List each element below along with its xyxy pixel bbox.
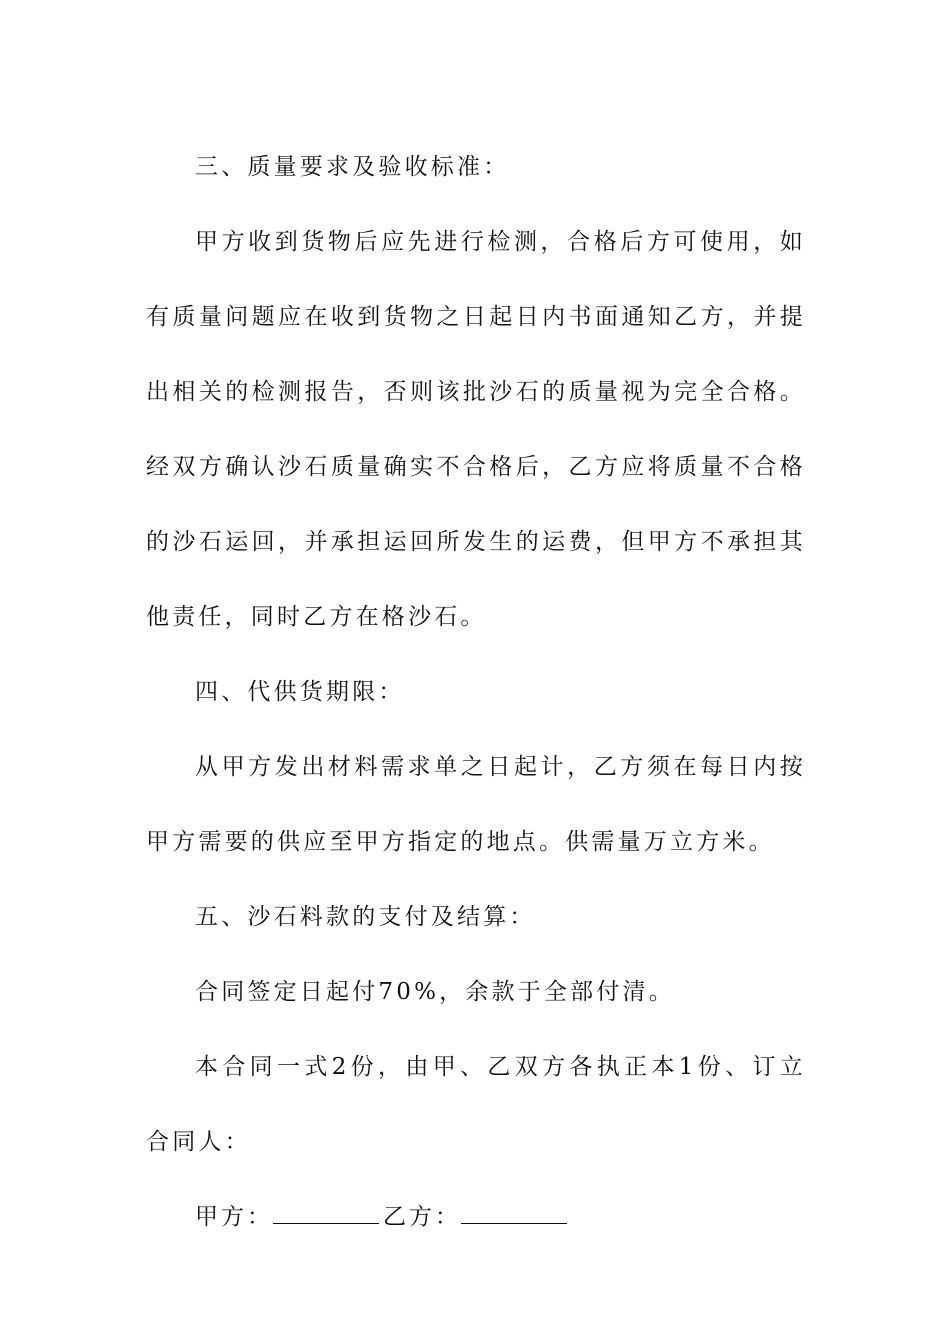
document-page bbox=[146, 130, 806, 1255]
section-heading-quality: 三、质量要求及验收标准： bbox=[195, 154, 510, 180]
section-heading-supply-period: 四、代供货期限： bbox=[195, 679, 405, 705]
paragraph-supply-period: 从甲方发出材料需求单之日起计，乙方须在每日内按甲方需要的供应至甲方指定的地点。供需量万立方米。 bbox=[146, 754, 806, 855]
section-heading-payment: 五、沙石料款的支付及结算： bbox=[195, 904, 536, 930]
paragraph-quality-terms: 甲方收到货物后应先进行检测，合格后方可使用，如有质量问题应在收到货物之日起日内书面通知乙方，并提出相关的检测报告，否则该批沙石的质量视为完全合格。经双方确认沙石质量确实不合格后，乙方应将质量不合格的沙石运回，并承担运回所发生的运费，但甲方不承担其他责任，同时乙方在格沙石。 bbox=[146, 229, 806, 630]
paragraph-payment: 合同签定日起付70%，余款于全部付清。 bbox=[195, 979, 675, 1005]
paragraph-copies: 本合同一式2份，由甲、乙双方各执正本1份、订立合同人： bbox=[146, 1054, 806, 1155]
party-a-blank bbox=[273, 1205, 379, 1224]
signature-line bbox=[146, 1180, 806, 1255]
party-b-blank bbox=[461, 1205, 567, 1224]
party-b-label: 乙方： bbox=[383, 1204, 461, 1230]
party-a-label: 甲方： bbox=[195, 1204, 273, 1230]
